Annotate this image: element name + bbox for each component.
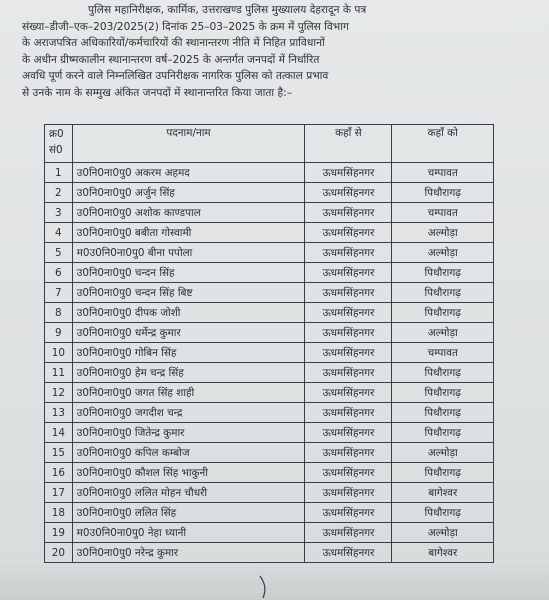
name-cell: उ0नि0ना0पु0 बबीता गोस्वामी: [72, 223, 305, 243]
serial-cell: 18: [45, 503, 73, 523]
serial-cell: 20: [45, 543, 73, 563]
table-row: [45, 503, 494, 523]
intro-line: के अधीन ग्रीष्मकालीन स्थानान्तरण वर्ष–2025 के अन्तर्गत जनपदों में निर्धारित: [22, 53, 320, 66]
table-row: [45, 483, 494, 503]
name-cell: उ0नि0ना0पु0 जगत सिंह शाही: [72, 383, 305, 403]
to-cell: अल्मोड़ा: [392, 323, 494, 343]
serial-cell: 1: [45, 163, 73, 183]
table-row: [45, 183, 494, 203]
to-cell: पिथौरागढ़: [392, 283, 494, 303]
to-cell: पिथौरागढ़: [392, 183, 494, 203]
table-row: [45, 543, 494, 563]
from-cell: ऊधमसिंहनगर: [305, 243, 392, 263]
table-row: [45, 323, 494, 343]
to-cell: अल्मोड़ा: [392, 443, 494, 463]
name-cell: उ0नि0ना0पु0 गोबिन सिंह: [72, 343, 305, 363]
from-cell: ऊधमसिंहनगर: [305, 483, 392, 503]
from-cell: ऊधमसिंहनगर: [305, 183, 392, 203]
serial-cell: 4: [45, 223, 73, 243]
from-cell: ऊधमसिंहनगर: [305, 283, 392, 303]
table-row: [45, 363, 494, 383]
table-row: [45, 203, 494, 223]
to-cell: चम्पावत: [392, 343, 494, 363]
header-from: कहाँ से: [305, 125, 392, 163]
intro-line: से उनके नाम के सम्मुख अंकित जनपदों में स्थानान्तरित किया जाता है:–: [22, 86, 293, 99]
to-cell: पिथौरागढ़: [392, 463, 494, 483]
from-cell: ऊधमसिंहनगर: [305, 303, 392, 323]
name-cell: उ0नि0ना0पु0 अर्जुन सिंह: [72, 183, 305, 203]
to-cell: पिथौरागढ़: [392, 503, 494, 523]
table-row: [45, 403, 494, 423]
serial-cell: 17: [45, 483, 73, 503]
to-cell: पिथौरागढ़: [392, 263, 494, 283]
table-row: [45, 463, 494, 483]
name-cell: उ0नि0ना0पु0 ललित सिंह: [72, 503, 305, 523]
table-row: [45, 383, 494, 403]
header-serial: [45, 125, 73, 163]
serial-cell: 12: [45, 383, 73, 403]
serial-cell: 13: [45, 403, 73, 423]
intro-line: के अराजपत्रित अधिकारियों/कर्मचारियों की स्थानान्तरण नीति में निहित प्राविधानों: [22, 37, 325, 50]
name-cell: म0उ0नि0ना0पु0 बीना पपोला: [72, 243, 305, 263]
header-to: कहाँ को: [392, 125, 494, 163]
to-cell: पिथौरागढ़: [392, 403, 494, 423]
table-row: [45, 223, 494, 243]
name-cell: उ0नि0ना0पु0 जितेन्द्र कुमार: [72, 423, 305, 443]
from-cell: ऊधमसिंहनगर: [305, 203, 392, 223]
serial-cell: 3: [45, 203, 73, 223]
serial-cell: 5: [45, 243, 73, 263]
from-cell: ऊधमसिंहनगर: [305, 163, 392, 183]
intro-line: संख्या–डीजी–एक–203/2025(2) दिनांक 25–03–2025 के क्रम में पुलिस विभाग: [22, 20, 349, 33]
name-cell: उ0नि0ना0पु0 जगदीश चन्द्र: [72, 403, 305, 423]
to-cell: अल्मोड़ा: [392, 243, 494, 263]
to-cell: पिथौरागढ़: [392, 303, 494, 323]
table-row: [45, 163, 494, 183]
from-cell: ऊधमसिंहनगर: [305, 463, 392, 483]
serial-cell: 6: [45, 263, 73, 283]
to-cell: पिथौरागढ़: [392, 423, 494, 443]
serial-cell: 15: [45, 443, 73, 463]
name-cell: उ0नि0ना0पु0 ललित मोहन चौधरी: [72, 483, 305, 503]
from-cell: ऊधमसिंहनगर: [305, 523, 392, 543]
name-cell: उ0नि0ना0पु0 अशोक काण्डपाल: [72, 203, 305, 223]
header-name: पदनाम/नाम: [72, 125, 305, 163]
to-cell: चम्पावत: [392, 163, 494, 183]
serial-cell: 11: [45, 363, 73, 383]
from-cell: ऊधमसिंहनगर: [305, 383, 392, 403]
from-cell: ऊधमसिंहनगर: [305, 503, 392, 523]
from-cell: ऊधमसिंहनगर: [305, 323, 392, 343]
from-cell: ऊधमसिंहनगर: [305, 403, 392, 423]
from-cell: ऊधमसिंहनगर: [305, 443, 392, 463]
serial-cell: 7: [45, 283, 73, 303]
serial-cell: 2: [45, 183, 73, 203]
intro-line: अवधि पूर्ण करने वाले निम्नलिखित उपनिरीक्षक नागरिक पुलिस को तत्काल प्रभाव: [22, 70, 329, 83]
from-cell: ऊधमसिंहनगर: [305, 363, 392, 383]
intro-line: पुलिस महानिरीक्षक, कार्मिक, उत्तराखण्ड पुलिस मुख्यालय देहरादून के पत्र: [88, 4, 367, 16]
serial-cell: 10: [45, 343, 73, 363]
from-cell: ऊधमसिंहनगर: [305, 223, 392, 243]
header-serial-line2: सं0: [49, 144, 63, 156]
transfer-table: [44, 124, 494, 563]
photo-shadow: [0, 560, 549, 600]
name-cell: उ0नि0ना0पु0 दीपक जोशी: [72, 303, 305, 323]
table-header-row: [45, 125, 494, 163]
name-cell: उ0नि0ना0पु0 अकरम अहमद: [72, 163, 305, 183]
table-row: [45, 443, 494, 463]
to-cell: बागेश्वर: [392, 483, 494, 503]
table-row: [45, 343, 494, 363]
serial-cell: 16: [45, 463, 73, 483]
table-row: [45, 263, 494, 283]
intro-paragraph: [22, 2, 542, 102]
name-cell: उ0नि0ना0पु0 हेम चन्द्र सिंह: [72, 363, 305, 383]
from-cell: ऊधमसिंहनगर: [305, 543, 392, 563]
serial-cell: 8: [45, 303, 73, 323]
name-cell: उ0नि0ना0पु0 धर्मेन्द्र कुमार: [72, 323, 305, 343]
table-row: [45, 423, 494, 443]
name-cell: उ0नि0ना0पु0 नरेन्द्र कुमार: [72, 543, 305, 563]
to-cell: बागेश्वर: [392, 543, 494, 563]
name-cell: उ0नि0ना0पु0 कपिल कम्बोज: [72, 443, 305, 463]
from-cell: ऊधमसिंहनगर: [305, 263, 392, 283]
name-cell: म0उ0नि0ना0पु0 नेहा ध्यानी: [72, 523, 305, 543]
table-row: [45, 303, 494, 323]
pen-mark: [258, 574, 270, 600]
to-cell: चम्पावत: [392, 203, 494, 223]
to-cell: अल्मोड़ा: [392, 223, 494, 243]
to-cell: पिथौरागढ़: [392, 383, 494, 403]
serial-cell: 14: [45, 423, 73, 443]
table-row: [45, 243, 494, 263]
to-cell: अल्मोड़ा: [392, 523, 494, 543]
table-row: [45, 283, 494, 303]
name-cell: उ0नि0ना0पु0 चन्दन सिंह: [72, 263, 305, 283]
table-row: [45, 523, 494, 543]
serial-cell: 19: [45, 523, 73, 543]
from-cell: ऊधमसिंहनगर: [305, 343, 392, 363]
serial-cell: 9: [45, 323, 73, 343]
from-cell: ऊधमसिंहनगर: [305, 423, 392, 443]
to-cell: पिथौरागढ़: [392, 363, 494, 383]
name-cell: उ0नि0ना0पु0 चन्दन सिंह बिष्ट: [72, 283, 305, 303]
name-cell: उ0नि0ना0पु0 कौशल सिंह भाकुनी: [72, 463, 305, 483]
header-serial-line1: क्र0: [49, 128, 64, 140]
